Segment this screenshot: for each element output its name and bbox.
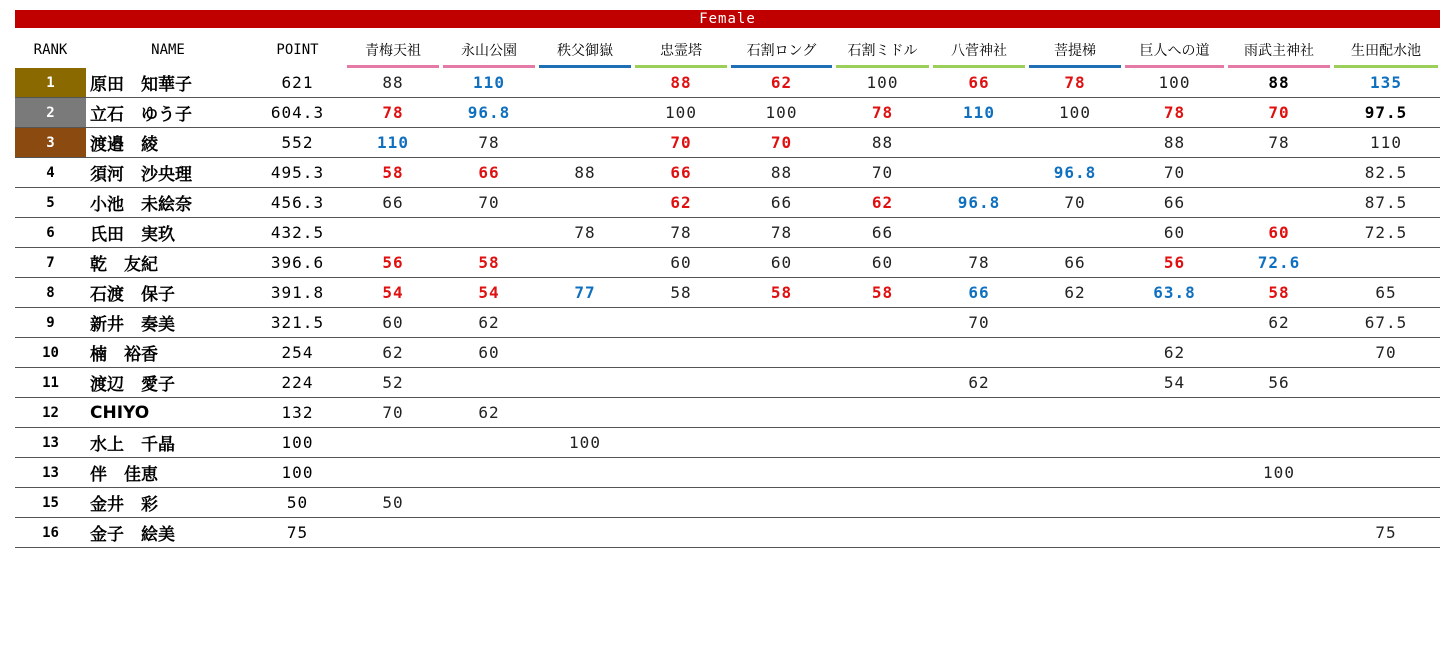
score-cell (729, 308, 834, 338)
name-cell: 石渡 保子 (86, 278, 250, 308)
score-cell (537, 398, 633, 428)
score-cell: 58 (345, 158, 441, 188)
score-cell: 70 (345, 398, 441, 428)
point-cell: 224 (250, 368, 345, 398)
score-cell: 100 (834, 68, 931, 98)
rank-cell: 3 (15, 128, 86, 158)
score-cell (729, 398, 834, 428)
point-cell: 321.5 (250, 308, 345, 338)
score-cell: 88 (1226, 68, 1332, 98)
score-cell: 66 (345, 188, 441, 218)
score-cell: 78 (633, 218, 729, 248)
rank-cell: 7 (15, 248, 86, 278)
score-cell (537, 458, 633, 488)
score-cell (633, 398, 729, 428)
score-cell (1123, 428, 1226, 458)
score-cell (931, 398, 1027, 428)
table-row (15, 248, 1440, 278)
score-cell (729, 488, 834, 518)
score-cell: 72.6 (1226, 248, 1332, 278)
score-cell (537, 248, 633, 278)
rank-cell: 11 (15, 368, 86, 398)
score-cell: 72.5 (1332, 218, 1440, 248)
score-cell: 62 (931, 368, 1027, 398)
score-cell (537, 488, 633, 518)
score-cell: 135 (1332, 68, 1440, 98)
course-header: 雨武主神社 (1226, 32, 1332, 68)
score-cell: 58 (729, 278, 834, 308)
score-cell: 66 (1027, 248, 1123, 278)
score-cell: 58 (633, 278, 729, 308)
score-cell: 62 (441, 308, 537, 338)
score-cell (834, 308, 931, 338)
score-cell (1332, 428, 1440, 458)
score-cell: 54 (441, 278, 537, 308)
score-cell: 67.5 (1332, 308, 1440, 338)
course-header: 巨人への道 (1123, 32, 1226, 68)
score-cell (537, 368, 633, 398)
score-cell: 82.5 (1332, 158, 1440, 188)
score-cell: 60 (1123, 218, 1226, 248)
score-cell: 70 (1332, 338, 1440, 368)
score-cell (1332, 398, 1440, 428)
point-cell: 391.8 (250, 278, 345, 308)
point-cell: 621 (250, 68, 345, 98)
score-cell (1332, 368, 1440, 398)
score-cell (537, 308, 633, 338)
name-cell: 小池 未絵奈 (86, 188, 250, 218)
course-header: 生田配水池 (1332, 32, 1440, 68)
point-cell: 75 (250, 518, 345, 548)
score-cell (1123, 308, 1226, 338)
score-cell: 110 (1332, 128, 1440, 158)
score-cell (834, 458, 931, 488)
score-cell: 77 (537, 278, 633, 308)
score-cell: 65 (1332, 278, 1440, 308)
score-cell: 88 (729, 158, 834, 188)
score-cell: 100 (537, 428, 633, 458)
score-cell: 58 (441, 248, 537, 278)
table-row (15, 368, 1440, 398)
score-cell (1332, 248, 1440, 278)
score-cell: 88 (834, 128, 931, 158)
score-cell (1027, 458, 1123, 488)
score-cell: 96.8 (931, 188, 1027, 218)
course-header: 青梅天祖 (345, 32, 441, 68)
name-cell: 乾 友紀 (86, 248, 250, 278)
score-cell (1027, 518, 1123, 548)
score-cell: 78 (1027, 68, 1123, 98)
score-cell: 100 (633, 98, 729, 128)
score-cell: 60 (345, 308, 441, 338)
course-header: 石割ミドル (834, 32, 931, 68)
score-cell: 96.8 (441, 98, 537, 128)
score-cell (441, 218, 537, 248)
score-cell: 62 (633, 188, 729, 218)
name-cell: 立石 ゆう子 (86, 98, 250, 128)
score-cell: 70 (1027, 188, 1123, 218)
rank-cell: 9 (15, 308, 86, 338)
score-cell: 78 (537, 218, 633, 248)
score-cell: 60 (1226, 218, 1332, 248)
course-header: 忠霊塔 (633, 32, 729, 68)
score-cell: 66 (441, 158, 537, 188)
score-cell: 110 (441, 68, 537, 98)
score-cell: 88 (537, 158, 633, 188)
table-row (15, 128, 1440, 158)
score-cell (537, 518, 633, 548)
score-cell: 52 (345, 368, 441, 398)
score-cell: 56 (345, 248, 441, 278)
score-cell (441, 518, 537, 548)
score-cell (1027, 368, 1123, 398)
name-cell: 伴 佳恵 (86, 458, 250, 488)
point-cell: 132 (250, 398, 345, 428)
point-cell: 432.5 (250, 218, 345, 248)
point-cell: 100 (250, 458, 345, 488)
score-cell: 110 (345, 128, 441, 158)
rank-cell: 16 (15, 518, 86, 548)
score-cell (834, 368, 931, 398)
score-cell: 63.8 (1123, 278, 1226, 308)
score-cell (931, 518, 1027, 548)
score-cell: 87.5 (1332, 188, 1440, 218)
score-cell (729, 368, 834, 398)
score-cell (729, 458, 834, 488)
score-cell (1226, 188, 1332, 218)
rank-cell: 13 (15, 458, 86, 488)
score-cell (537, 98, 633, 128)
table-row (15, 218, 1440, 248)
score-cell (1027, 398, 1123, 428)
score-cell: 60 (729, 248, 834, 278)
score-cell: 88 (633, 68, 729, 98)
score-cell (537, 338, 633, 368)
score-cell: 70 (441, 188, 537, 218)
name-cell: 渡辺 愛子 (86, 368, 250, 398)
header-row (15, 32, 1440, 68)
score-cell (1226, 488, 1332, 518)
point-cell: 552 (250, 128, 345, 158)
score-cell (931, 428, 1027, 458)
score-cell (834, 338, 931, 368)
score-cell (537, 128, 633, 158)
name-cell: 楠 裕香 (86, 338, 250, 368)
table-row (15, 308, 1440, 338)
score-cell (1123, 398, 1226, 428)
rank-cell: 6 (15, 218, 86, 248)
score-cell: 70 (834, 158, 931, 188)
score-cell (1226, 518, 1332, 548)
score-cell (1027, 218, 1123, 248)
score-cell: 100 (1123, 68, 1226, 98)
score-cell: 78 (834, 98, 931, 128)
name-cell: 原田 知華子 (86, 68, 250, 98)
point-cell: 604.3 (250, 98, 345, 128)
score-cell: 78 (1226, 128, 1332, 158)
table-row (15, 458, 1440, 488)
score-cell (345, 218, 441, 248)
score-cell (633, 368, 729, 398)
name-cell: 金子 絵美 (86, 518, 250, 548)
table-row (15, 278, 1440, 308)
score-cell: 56 (1123, 248, 1226, 278)
score-cell (931, 128, 1027, 158)
name-cell: 渡邉 綾 (86, 128, 250, 158)
course-header: 菩提梯 (1027, 32, 1123, 68)
score-cell (1027, 488, 1123, 518)
score-cell (441, 428, 537, 458)
score-cell (345, 428, 441, 458)
score-cell (345, 518, 441, 548)
name-cell: 新井 奏美 (86, 308, 250, 338)
course-header: 秩父御嶽 (537, 32, 633, 68)
score-cell: 66 (633, 158, 729, 188)
name-cell: 氏田 実玖 (86, 218, 250, 248)
score-cell (537, 188, 633, 218)
score-cell (633, 488, 729, 518)
score-cell: 100 (1226, 458, 1332, 488)
score-cell (1027, 338, 1123, 368)
rank-cell: 1 (15, 68, 86, 98)
score-cell (1123, 488, 1226, 518)
score-cell (633, 458, 729, 488)
table-row (15, 398, 1440, 428)
score-cell (729, 428, 834, 458)
score-cell: 54 (345, 278, 441, 308)
table-row (15, 188, 1440, 218)
score-cell: 66 (834, 218, 931, 248)
table-row (15, 518, 1440, 548)
score-cell: 56 (1226, 368, 1332, 398)
name-cell: CHIYO (86, 398, 250, 428)
score-cell (931, 338, 1027, 368)
score-cell: 88 (345, 68, 441, 98)
ranking-table (15, 32, 1440, 548)
rank-cell: 13 (15, 428, 86, 458)
score-cell: 70 (633, 128, 729, 158)
score-cell (1027, 128, 1123, 158)
score-cell (537, 68, 633, 98)
rank-cell: 5 (15, 188, 86, 218)
rank-cell: 4 (15, 158, 86, 188)
score-cell (441, 458, 537, 488)
course-header: 八菅神社 (931, 32, 1027, 68)
point-cell: 456.3 (250, 188, 345, 218)
score-cell: 54 (1123, 368, 1226, 398)
score-cell (729, 338, 834, 368)
score-cell: 96.8 (1027, 158, 1123, 188)
score-cell: 78 (1123, 98, 1226, 128)
score-cell (931, 158, 1027, 188)
rank-cell: 8 (15, 278, 86, 308)
point-cell: 100 (250, 428, 345, 458)
score-cell (1226, 428, 1332, 458)
score-cell (931, 488, 1027, 518)
score-cell: 62 (441, 398, 537, 428)
score-cell (834, 488, 931, 518)
score-cell (1332, 488, 1440, 518)
score-cell: 58 (1226, 278, 1332, 308)
score-cell: 78 (931, 248, 1027, 278)
score-cell: 66 (931, 278, 1027, 308)
score-cell: 78 (441, 128, 537, 158)
score-cell (834, 518, 931, 548)
table-row (15, 428, 1440, 458)
rank-header: RANK (33, 42, 68, 58)
score-cell (1332, 458, 1440, 488)
rank-cell: 12 (15, 398, 86, 428)
course-header: 永山公園 (441, 32, 537, 68)
name-cell: 金井 彩 (86, 488, 250, 518)
score-cell (834, 398, 931, 428)
score-cell (729, 518, 834, 548)
score-cell: 50 (345, 488, 441, 518)
score-cell: 97.5 (1332, 98, 1440, 128)
score-cell: 62 (1123, 338, 1226, 368)
score-cell: 66 (931, 68, 1027, 98)
score-cell (834, 428, 931, 458)
score-cell: 70 (931, 308, 1027, 338)
rank-cell: 15 (15, 488, 86, 518)
score-cell (1226, 158, 1332, 188)
score-cell (1027, 428, 1123, 458)
score-cell: 62 (834, 188, 931, 218)
score-cell (441, 368, 537, 398)
score-cell (931, 218, 1027, 248)
score-cell: 62 (345, 338, 441, 368)
rank-cell: 2 (15, 98, 86, 128)
score-cell (1123, 518, 1226, 548)
score-cell: 62 (729, 68, 834, 98)
score-cell: 60 (633, 248, 729, 278)
score-cell: 75 (1332, 518, 1440, 548)
score-cell (1027, 308, 1123, 338)
score-cell: 62 (1226, 308, 1332, 338)
score-cell (633, 518, 729, 548)
score-cell: 110 (931, 98, 1027, 128)
point-cell: 495.3 (250, 158, 345, 188)
point-cell: 50 (250, 488, 345, 518)
name-cell: 須河 沙央理 (86, 158, 250, 188)
point-header: POINT (276, 42, 319, 58)
score-cell: 60 (441, 338, 537, 368)
table-row (15, 338, 1440, 368)
score-cell (633, 428, 729, 458)
score-cell: 60 (834, 248, 931, 278)
score-cell: 100 (729, 98, 834, 128)
table-row (15, 68, 1440, 98)
score-cell: 78 (345, 98, 441, 128)
score-cell (633, 308, 729, 338)
score-cell (633, 338, 729, 368)
score-cell (345, 458, 441, 488)
category-banner: Female (15, 10, 1440, 28)
score-cell: 58 (834, 278, 931, 308)
name-header: NAME (151, 42, 185, 58)
rank-cell: 10 (15, 338, 86, 368)
score-cell (1123, 458, 1226, 488)
table-row (15, 98, 1440, 128)
course-header: 石割ロング (729, 32, 834, 68)
score-cell (441, 488, 537, 518)
score-cell: 100 (1027, 98, 1123, 128)
score-cell: 62 (1027, 278, 1123, 308)
score-cell: 70 (1226, 98, 1332, 128)
score-cell (931, 458, 1027, 488)
table-row (15, 158, 1440, 188)
point-cell: 396.6 (250, 248, 345, 278)
score-cell: 70 (1123, 158, 1226, 188)
score-cell: 66 (729, 188, 834, 218)
score-cell: 66 (1123, 188, 1226, 218)
score-cell: 70 (729, 128, 834, 158)
score-cell (1226, 338, 1332, 368)
score-cell (1226, 398, 1332, 428)
table-row (15, 488, 1440, 518)
score-cell: 78 (729, 218, 834, 248)
point-cell: 254 (250, 338, 345, 368)
name-cell: 水上 千晶 (86, 428, 250, 458)
score-cell: 88 (1123, 128, 1226, 158)
